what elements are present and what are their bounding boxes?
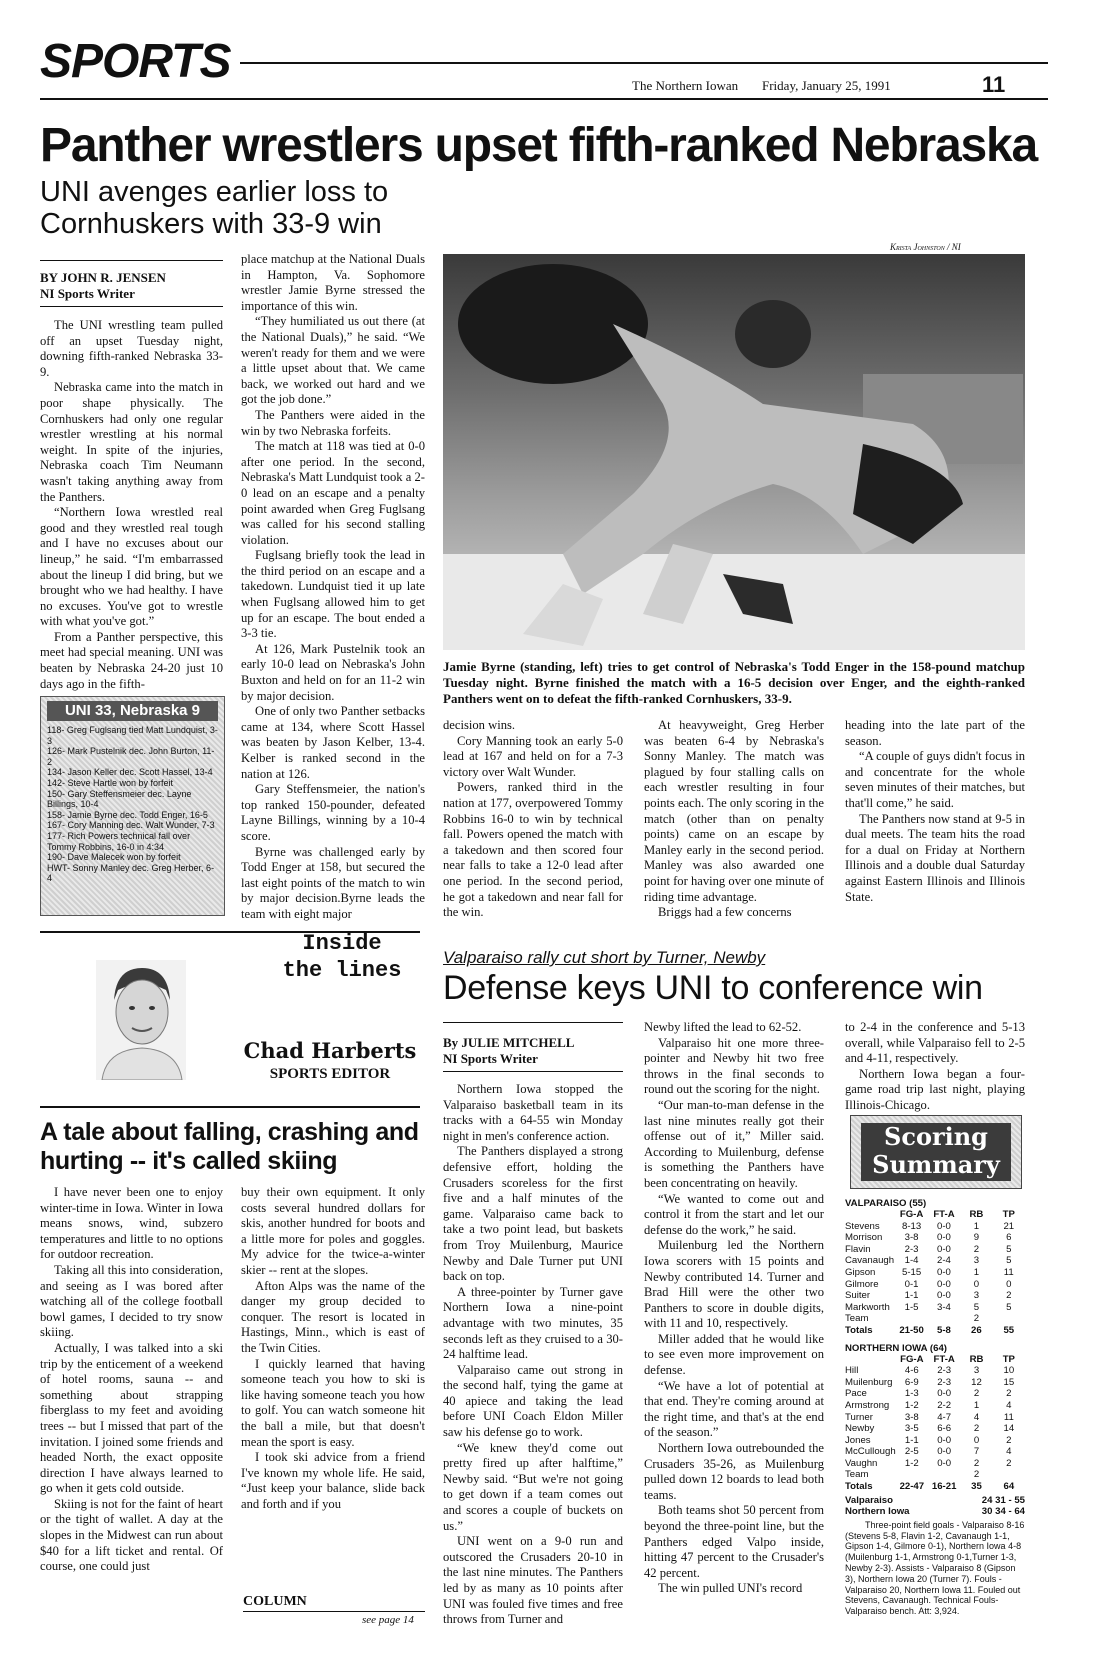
stats-header-cell: FG-A — [900, 1353, 924, 1365]
stats-row — [845, 1435, 1025, 1447]
paragraph: place matchup at the National Duals in Hampton, Va. Sophomore wrestler Jamie Byrne stressed the importance of this win. — [241, 252, 425, 313]
paragraph: One of only two Panther setbacks came at 134, where Scott Hassel was beaten by Jason Kelber, 13-4. Kelber is ranked second in the nation at 126. — [241, 704, 425, 781]
stats-cell: 0-0 — [937, 1232, 951, 1244]
stats-cell: 3 — [973, 1255, 980, 1267]
stats-cell: Markworth — [845, 1301, 890, 1313]
paragraph: At 126, Mark Pustelnik took an early 10-0 lead on Nebraska's John Buxton and held on for an 11-2 win by major decision. — [241, 641, 425, 703]
stats-header-cell: FT-A — [933, 1209, 955, 1220]
stats-cell: 6 — [1006, 1232, 1012, 1244]
stats-cell: 0-0 — [937, 1290, 951, 1302]
paragraph: heading into the late part of the season. — [845, 718, 1025, 748]
stats-cell: Suiter — [845, 1290, 871, 1302]
paragraph: “They humiliated us out there (at the National Duals),” he said. “We weren't ready for them and we were a little upset about that. We came back, we worked out hard and we got the job done.” — [241, 314, 425, 407]
column-text-2 — [241, 1185, 425, 1512]
stats-cell: 2-4 — [937, 1255, 951, 1267]
issue-date: Friday, January 25, 1991 — [762, 78, 891, 93]
stats-cell: 0-0 — [937, 1266, 951, 1278]
stats-cell: 2 — [973, 1388, 980, 1400]
columnist-title: SPORTS EDITOR — [269, 1066, 391, 1082]
stats-cell: 0 — [973, 1434, 980, 1446]
portrait-illustration — [96, 960, 186, 1080]
photo-caption: Jamie Byrne (standing, left) tries to get control of Nebraska's Todd Enger in the 158-pound matchup Tuesday night. Byrne finished the match with a 16-5 decision over Enger, and the eighth-ranked Panthers went on to defeat the fifth-ranked Cornhuskers, 33-9. — [443, 659, 1025, 706]
paragraph: “Our man-to-man defense in the last nine minutes really got their offense out of it,” Miller said. According to Muilenburg, defense is something the Panthers have been concentrating on heavily. — [644, 1097, 824, 1190]
paragraph: Muilenburg led the Northern Iowa scorers with 15 points and Newby contributed 14. Turner and Brad Hill were the other two Panthers to score in double digits, with 11 and 10, respectively. — [644, 1238, 824, 1331]
result-line: 118- Greg Fuglsang tied Matt Lundquist, 3-3 — [47, 725, 218, 746]
stats-cell: 64 — [1003, 1481, 1015, 1493]
paragraph: to 2-4 in the conference and 5-13 overall, while Valparaiso fell to 2-5 and 4-11, respectively. — [845, 1020, 1025, 1066]
paragraph: A three-pointer by Turner gave Northern Iowa a nine-point advantage with two minutes, 35 seconds left as they cruised to a 30-24 halftime lead. — [443, 1284, 623, 1362]
stats-cell: 0-0 — [937, 1446, 952, 1458]
result-line: HWT- Sonny Manley dec. Greg Herber, 6-4 — [47, 862, 215, 884]
paragraph: The match at 118 was tied at 0-0 after one period. In the second, Nebraska's Matt Lundquist took a 2-0 lead on an escape and a penalty point awarded when Greg Fuglsang was called for his second stalling violation. — [241, 439, 425, 547]
photo-credit: Krista Johnston / NI — [890, 242, 961, 252]
stats-cell: Team — [845, 1313, 869, 1325]
stats-cell: 7 — [973, 1446, 980, 1458]
paragraph: The win pulled UNI's record — [658, 1581, 803, 1596]
stats-row — [845, 1365, 1025, 1377]
stats-cell: 5-8 — [937, 1324, 951, 1336]
column-headline: A tale about falling, crashing and hurting -- it's called skiing — [40, 1118, 419, 1175]
box-score-notes: Three-point field goals - Valparaiso 8-16 (Stevens 5-8, Flavin 1-2, Cavanaugh 1-1, Gipson 1-4, Gilmore 0-1), Northern Iowa 4-8 (Muilenburg 1-1, Armstrong 0-1,Turner 1-3, Newby 2-3). Assists - Valparaiso 8 (Gipson 3), Northern Iowa 20 (Turner 7). Fouls - Valparaiso 20, Northern Iowa 11. Fouled out Stevens, Cavanaugh. Technical Fouls- Valparaiso bench. Att: 3,924. — [845, 1519, 1025, 1617]
stats-cell: 9 — [973, 1232, 980, 1244]
stats-cell: 0-0 — [937, 1434, 952, 1446]
paper-name: The Northern Iowan — [632, 78, 739, 93]
stats-header-row — [845, 1354, 1025, 1366]
stats-cell: 2 — [973, 1313, 980, 1325]
stats-cell: 1-4 — [904, 1255, 919, 1267]
stats-cell — [928, 1469, 960, 1481]
stats-cell: 1-3 — [904, 1388, 919, 1400]
stats-cell: 0-0 — [937, 1457, 952, 1469]
stats-header-cell: FT-A — [933, 1353, 955, 1365]
stats-row — [845, 1279, 1025, 1291]
team-name: NORTHERN IOWA (64) — [845, 1342, 947, 1354]
paragraph: Northern Iowa stopped the Valparaiso basketball team in its tracks with a 64-55 win Monday night in men's conference action. — [443, 1082, 623, 1143]
stats-cell: 15 — [1003, 1376, 1015, 1388]
byline-rule — [40, 260, 223, 261]
scoring-summary-box — [850, 1115, 1022, 1189]
story1-column-2 — [241, 252, 425, 923]
story2-kicker: Valparaiso rally cut short by Turner, Newby — [443, 948, 766, 967]
paragraph: Fuglsang briefly took the lead in the third period on an escape and a takedown. Lundquist tied it up late when Fuglsang allowed him to get up for an escape. The bout ended a 3-3 tie. — [241, 548, 425, 641]
stats-cell: 4 — [1006, 1399, 1012, 1411]
stats-cell: 22-47 — [899, 1481, 925, 1493]
stats-cell: Armstrong — [845, 1399, 890, 1411]
halftime-table — [845, 1495, 1025, 1518]
stats-cell: 5 — [1006, 1301, 1012, 1313]
results-list — [41, 725, 224, 884]
stats-cell: 3 — [973, 1365, 980, 1377]
stats-row — [845, 1302, 1025, 1314]
story1-deck: UNI avenges earlier loss to Cornhuskers with 33-9 win — [40, 176, 389, 240]
halftime-row — [845, 1495, 1025, 1507]
results-box — [40, 696, 225, 916]
paragraph: I took ski advice from a friend I've known my whole life. He said, “Just keep your balance, slide back and forth and if you — [241, 1450, 425, 1511]
team-name: VALPARAISO (55) — [845, 1198, 927, 1209]
story2-column-1 — [443, 1082, 623, 1628]
result-line: 177- Rich Powers technical fall over Tommy Robbins, 16-0 in 4:34 — [47, 830, 191, 852]
result-line: 150- Gary Steffensmeier dec. Layne Billings, 10-4 — [47, 788, 192, 810]
stats-cell: 0 — [973, 1278, 980, 1290]
paragraph: Valparaiso hit one more three-pointer and Newby hit two free throws in the final seconds to round out the scoring for the night. — [644, 1035, 824, 1097]
stats-cell: Newby — [845, 1423, 875, 1435]
photo-illustration — [443, 254, 1025, 650]
stats-cell — [896, 1469, 928, 1481]
columnist-portrait — [96, 960, 186, 1080]
stats-cell: 3 — [973, 1290, 980, 1302]
stats-cell: 6-6 — [937, 1423, 952, 1435]
stats-row — [845, 1400, 1025, 1412]
stats-cell: 2 — [973, 1469, 980, 1481]
scoring-summary-title-line: Scoring — [884, 1122, 988, 1151]
paragraph: Miller added that he would like to see even more improvement on defense. — [644, 1331, 824, 1378]
story2-byline-name: By JULIE MITCHELL — [443, 1035, 575, 1050]
stats-cell: 2 — [1006, 1457, 1012, 1469]
paragraph: The Panthers displayed a strong defensive effort, holding the Crusaders scoreless for the first five and a half minutes of the game. Valparaiso came back to take a two point lead, but baskets from Troy Muilenburg, Maurice Newby and Dale Turner put UNI back on top. — [443, 1144, 623, 1284]
paragraph: Cory Manning took an early 5-0 lead at 167 and held on for a 7-3 victory over Walt Wunder. — [443, 733, 623, 779]
paragraph: Actually, I was talked into a ski trip by the enticement of a weekend of hotel rooms, sauna -- and something about strapping fiberglass to my feet and avoiding trees -- but I missed that part of the invitation. I joined some friends and headed North, the exact opposite direction I have always learned to go when it gets cold outside. — [40, 1340, 223, 1496]
masthead-rule-top — [240, 62, 1048, 64]
stats-cell: 8-13 — [901, 1220, 922, 1232]
stats-cell: 5 — [973, 1301, 980, 1313]
stats-cell: 2 — [973, 1243, 980, 1255]
stats-cell: 3-8 — [904, 1411, 919, 1423]
column-rule-mid — [40, 1106, 420, 1108]
story2-column-2 — [644, 1020, 824, 1597]
stats-cell: 4 — [1006, 1446, 1012, 1458]
stats-cell: 1-1 — [904, 1434, 919, 1446]
paragraph: Nebraska came into the match in poor shape physically. The Cornhuskers had only one regular wrestler wrestling at his normal weight. In spite of the injuries, Nebraska coach Tim Neumann wasn't taking anything away from the Panthers. — [40, 380, 223, 504]
paragraph: Northern Iowa began a four-game road trip last night, playing Illinois-Chicago. — [845, 1066, 1025, 1112]
stats-cell: 5 — [1006, 1255, 1012, 1267]
paragraph: decision wins. — [443, 718, 516, 732]
stats-cell: 2-2 — [937, 1399, 952, 1411]
stats-cell — [993, 1469, 1025, 1481]
stats-cell: 5 — [1006, 1243, 1012, 1255]
stats-cell: 26 — [971, 1324, 982, 1336]
stats-row — [845, 1255, 1025, 1267]
stats-cell: Flavin — [845, 1243, 871, 1255]
stats-cell: Jones — [845, 1434, 871, 1446]
stats-row — [845, 1290, 1025, 1302]
story1-byline-name: BY JOHN R. JENSEN — [40, 270, 166, 285]
paragraph: “We wanted to come out and control it from the start and let our defense do the work,” he said. — [644, 1191, 824, 1237]
stats-cell: 55 — [1003, 1324, 1015, 1336]
stats-cell: Gilmore — [845, 1278, 879, 1290]
stats-cell: 21-50 — [899, 1324, 924, 1336]
stats-cell: 5-15 — [901, 1266, 922, 1278]
stats-cell: Hill — [845, 1365, 859, 1377]
stats-cell: 35 — [971, 1481, 982, 1493]
paragraph: Northern Iowa outrebounded the Crusaders 35-26, as Muilenburg pulled down 12 boards to lead both teams. — [644, 1441, 824, 1502]
stats-cell: 1 — [973, 1266, 980, 1278]
story1-column-1 — [40, 318, 223, 692]
stats-cell: 10 — [1003, 1365, 1015, 1377]
paragraph: Taking all this into consideration, and seeing as I was bored after watching all of the college football bowl games, I decided to try snow skiing. — [40, 1262, 223, 1340]
paragraph: From a Panther perspective, this meet had special meaning. UNI was beaten by Nebraska 24-20 just 10 days ago in the fifth- — [40, 629, 223, 691]
halftime-row — [845, 1506, 1025, 1518]
stats-cell: 2-3 — [904, 1243, 919, 1255]
column-kicker: Inside the lines — [282, 931, 402, 983]
byline-rule — [443, 1071, 623, 1072]
stats-cell: 3-4 — [937, 1301, 951, 1313]
team-label: Northern Iowa — [845, 1506, 910, 1518]
stats-cell: 2-3 — [937, 1376, 952, 1388]
stats-header-row — [845, 1209, 1025, 1221]
stats-cell: 1-2 — [904, 1399, 919, 1411]
stats-header-cell: TP — [1002, 1353, 1015, 1365]
stats-cell: 21 — [1003, 1220, 1015, 1232]
story2-column-3 — [845, 1020, 1025, 1114]
stats-cell: 4-6 — [904, 1365, 919, 1377]
stats-cell: 0 — [1006, 1278, 1012, 1290]
masthead-rule-bottom — [40, 98, 1048, 100]
result-line: 126- Mark Pustelnik dec. John Burton, 11-2 — [47, 746, 215, 767]
stats-cell: 12 — [971, 1376, 982, 1388]
paragraph: Gary Steffensmeier, the nation's top ranked 150-pounder, defeated Layne Billings, winning by a 10-4 score. — [241, 782, 425, 843]
stats-cell: 0-0 — [937, 1388, 952, 1400]
paragraph: Newby lifted the lead to 62-52. — [644, 1020, 802, 1034]
paragraph: At heavyweight, Greg Herber was beaten 6-4 by Nebraska's Sonny Manley. The match was plagued by four stalling calls on each wrestler resulting in four points each. The only scoring in the match (other than on penalty points) came on an escape by Manley early in the second period. Manley was also awarded one point for having over one minute of riding time advantage. — [644, 718, 824, 904]
stats-cell: Muilenburg — [845, 1376, 893, 1388]
scoring-summary-title-line: Summary — [872, 1150, 1000, 1179]
score-line: 30 34 - 64 — [981, 1506, 1025, 1518]
result-line: 167- Cory Manning dec. Walt Wunder, 7-3 — [47, 820, 215, 831]
box-score — [845, 1198, 1025, 1617]
stats-cell: 2 — [1006, 1434, 1012, 1446]
team-stats-table — [845, 1209, 1025, 1337]
stats-cell: Pace — [845, 1388, 867, 1400]
stats-row — [845, 1446, 1025, 1458]
stats-cell: Turner — [845, 1411, 873, 1423]
stats-cell: 1 — [973, 1399, 980, 1411]
section-title: SPORTS — [40, 35, 231, 88]
wrestling-photo — [443, 254, 1025, 650]
story1-headline: Panther wrestlers upset fifth-ranked Nebraska — [40, 119, 1038, 172]
paragraph: The Panthers now stand at 9-5 in dual meets. The team hits the road for a dual on Friday at Northern Illinois and a double dual Saturday against Eastern Illinois and Illinois State. — [845, 811, 1025, 904]
stats-row — [845, 1244, 1025, 1256]
stats-row — [845, 1423, 1025, 1435]
stats-header-cell — [845, 1354, 896, 1366]
stats-cell: 16-21 — [931, 1481, 957, 1493]
paragraph: “We knew they'd come out pretty fired up after halftime,” Newby said. “But we're not going to get down if a team comes out and scores a couple of buckets on us.” — [443, 1440, 623, 1533]
stats-row — [845, 1412, 1025, 1424]
stats-header-cell — [845, 1209, 895, 1221]
paragraph: Both teams shot 50 percent from beyond the three-point line, but the Panthers edged Valpo inside, hitting 47 percent to the Crusader's 42 percent. — [644, 1503, 824, 1580]
result-line: 158- Jamie Byrne dec. Todd Enger, 16-5 — [47, 809, 208, 820]
stats-cell: 11 — [1003, 1266, 1014, 1278]
stats-cell: 1-2 — [904, 1457, 919, 1469]
stats-row — [845, 1313, 1025, 1325]
result-line: 142- Steve Hartle won by forfeit — [47, 777, 174, 788]
stats-cell: Cavanaugh — [845, 1255, 895, 1267]
paragraph: Skiing is not for the faint of heart or the tight of wallet. A day at the slopes in the Midwest can run about $40 for a lift ticket and rental. Of course, one could just — [40, 1496, 223, 1574]
stats-cell: 0-0 — [937, 1243, 951, 1255]
jump-rule — [243, 1611, 425, 1612]
score-line: 24 31 - 55 — [981, 1494, 1025, 1506]
paragraph: I quickly learned that having someone teach you how to ski is like having someone teach you how to golf. You can watch someone hit the ball a mile, but that doesn't mean the sport is easy. — [241, 1356, 425, 1449]
byline-rule — [443, 1022, 623, 1023]
paragraph: Briggs had a few concerns — [658, 905, 792, 920]
paragraph: The UNI wrestling team pulled off an upset Tuesday night, downing fifth-ranked Nebraska 33-9. — [40, 318, 223, 379]
stats-cell: 2 — [973, 1457, 980, 1469]
paragraph: “We have a lot of potential at that end. They're coming around at the right time, and that's at the end of the season.” — [644, 1378, 824, 1440]
stats-header-cell: RB — [969, 1209, 984, 1220]
stats-cell: 6-9 — [904, 1376, 919, 1388]
stats-cell: Totals — [845, 1481, 873, 1493]
team-label: Valparaiso — [845, 1494, 893, 1506]
stats-row — [845, 1267, 1025, 1279]
stats-cell: 2 — [1006, 1290, 1012, 1302]
stats-cell: 0-1 — [904, 1278, 919, 1290]
stats-header-cell: TP — [1002, 1209, 1015, 1220]
result-line: 134- Jason Keller dec. Scott Hassel, 13-4 — [47, 767, 213, 778]
stats-row — [845, 1388, 1025, 1400]
stats-row — [845, 1469, 1025, 1481]
paragraph: “Northern Iowa wrestled real good and they wrestled real tough and I have no excuses about our lineup,” he said. “I'm embarrassed about the lineup I did bring, but we brought who we had healthy. I have no excuses. You've got to wrestle with what you've got.” — [40, 505, 223, 629]
stats-cell: Vaughn — [845, 1457, 878, 1469]
stats-cell: 1 — [973, 1220, 980, 1232]
story1-byline-title: NI Sports Writer — [40, 286, 135, 301]
stats-cell — [895, 1313, 927, 1325]
stats-cell: Morrison — [845, 1232, 883, 1244]
paragraph: “A couple of guys didn't focus in and concentrate for the whole seven minutes of their matches, but that'll come,” he said. — [845, 749, 1025, 810]
scoring-summary-title — [861, 1123, 1011, 1181]
byline-rule — [40, 306, 223, 307]
jump-label: COLUMN — [243, 1594, 307, 1609]
stats-cell: 3-8 — [904, 1232, 919, 1244]
paragraph: I have never been one to enjoy winter-time in Iowa. Winter in Iowa means snows, wind, subzero temperatures and little to no options for outdoor recreation. — [40, 1185, 223, 1262]
stats-cell: Totals — [845, 1324, 873, 1336]
paragraph: Valparaiso came out strong in the second half, tying the game at 40 apiece and taking the lead before UNI Coach Eldon Miller saw his defense go to work. — [443, 1362, 623, 1440]
stats-cell: 14 — [1003, 1423, 1015, 1435]
story1-column-5 — [845, 718, 1025, 905]
stats-cell: 4-7 — [937, 1411, 952, 1423]
columnist-name: Chad Harberts — [243, 1038, 417, 1063]
stats-cell — [993, 1313, 1025, 1325]
paragraph: Afton Alps was the name of the danger my group decided to conquer. The resort is located in Hastings, Minn., which is east of the Twin Cities. — [241, 1278, 425, 1355]
stats-cell: 4 — [973, 1411, 980, 1423]
stats-row — [845, 1221, 1025, 1233]
stats-row — [845, 1377, 1025, 1389]
stats-cell: 0-0 — [937, 1278, 951, 1290]
stats-cell: 1-1 — [904, 1290, 919, 1302]
stats-row — [845, 1481, 1025, 1493]
paragraph: Powers, ranked third in the nation at 177, overpowered Tommy Robbins 16-0 to win by technical fall. Powers opened the match with a takedown and then scored four near falls to take a 12-0 lead after one period. In the second period, he got a takedown and near fall for the win. — [443, 780, 623, 920]
paragraph: The Panthers were aided in the win by two Nebraska forfeits. — [241, 407, 425, 438]
stats-cell: McCullough — [845, 1446, 896, 1458]
team-stats-table — [845, 1354, 1025, 1493]
stats-header-cell: FG-A — [899, 1209, 924, 1220]
stats-cell: 2 — [1006, 1388, 1012, 1400]
stats-cell: 2-3 — [937, 1365, 952, 1377]
paragraph: buy their own equipment. It only costs several hundred dollars for skis, another hundred for boots and a little more for poles and goggles. My advice for the twice-a-winter skier -- rent at the slopes. — [241, 1185, 425, 1277]
stats-header-cell: RB — [969, 1353, 984, 1365]
stats-cell — [928, 1313, 960, 1325]
paragraph: Byrne was challenged early by Todd Enger at 158, but secured the last eight points of the match to win by major decision.Byrne leads the team with eight major — [241, 844, 425, 921]
stats-cell: 0-0 — [937, 1220, 951, 1232]
stats-cell: 2 — [973, 1423, 980, 1435]
stats-cell: 3-5 — [904, 1423, 919, 1435]
results-box-title: UNI 33, Nebraska 9 — [47, 701, 218, 721]
stats-cell: 1-5 — [904, 1301, 919, 1313]
story1-column-4 — [644, 718, 824, 921]
paragraph: UNI went on a 9-0 run and outscored the Crusaders 20-10 in the last nine minutes. The Panthers led by as many as 10 points after UNI was fouled five times and free throws from Turner and — [443, 1534, 623, 1627]
story2-headline: Defense keys UNI to conference win — [443, 969, 983, 1007]
result-line: 190- Dave Malecek won by forfeit — [47, 852, 181, 863]
stats-row — [845, 1325, 1025, 1337]
page-number: 11 — [982, 72, 1006, 97]
column-text-1 — [40, 1185, 223, 1575]
stats-row — [845, 1458, 1025, 1470]
story2-byline-title: NI Sports Writer — [443, 1051, 538, 1066]
jump-link[interactable]: see page 14 — [362, 1614, 414, 1626]
stats-row — [845, 1232, 1025, 1244]
stats-cell: Stevens — [845, 1220, 880, 1232]
stats-cell: 11 — [1003, 1411, 1014, 1423]
stats-cell: 2-5 — [904, 1446, 919, 1458]
stats-cell: Team — [845, 1469, 869, 1481]
story1-column-3 — [443, 718, 623, 921]
stats-cell: Gipson — [845, 1266, 876, 1278]
